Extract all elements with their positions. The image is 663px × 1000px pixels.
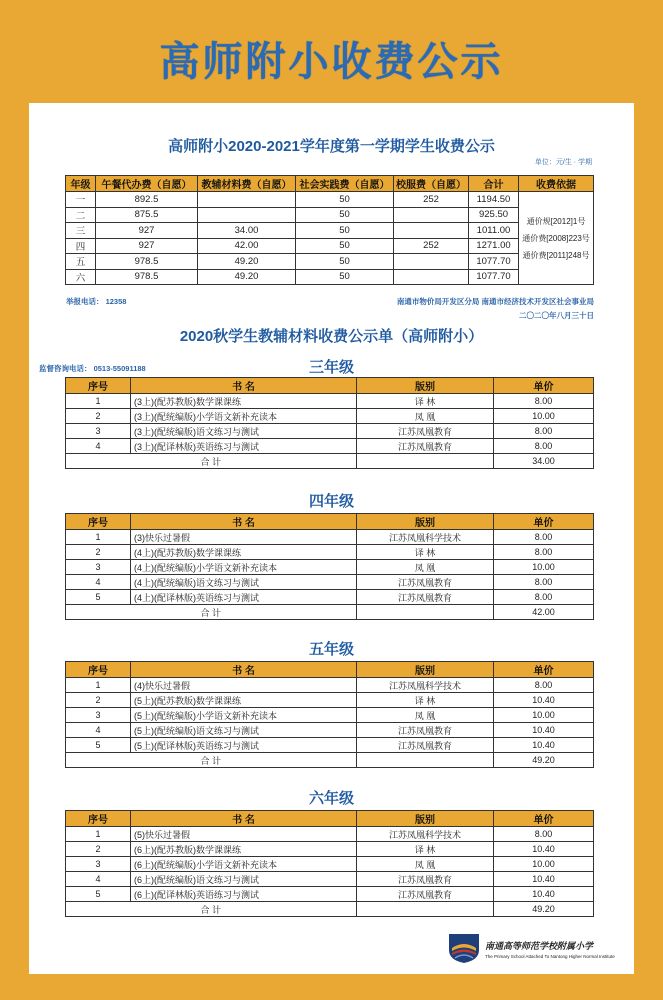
book-cell-no: 1 — [66, 827, 131, 842]
school-emblem-icon — [447, 932, 481, 964]
book-col-no: 序号 — [66, 662, 131, 678]
fee-cell-grade: 四 — [66, 238, 96, 254]
book-col-title: 书 名 — [131, 662, 357, 678]
book-cell-book: (5上)(配译林版)英语练习与测试 — [131, 738, 357, 753]
book-cell-edition: 江苏凤凰科学技术 — [357, 827, 494, 842]
book-row — [66, 439, 594, 454]
book-cell-book: (4上)(配统编版)小学语文新补充读本 — [131, 560, 357, 575]
book-cell-no: 4 — [66, 872, 131, 887]
book-total-blank — [357, 753, 494, 768]
book-cell-no: 5 — [66, 738, 131, 753]
issue-date: 二〇二〇年八月三十日 — [519, 311, 594, 320]
fee-basis-item: 通价规[2012]1号 — [526, 216, 586, 226]
fee-cell-practice: 50 — [296, 269, 394, 285]
book-total-blank — [357, 605, 494, 620]
book-cell-edition: 凤 凰 — [357, 560, 494, 575]
fee-cell-grade: 六 — [66, 269, 96, 285]
fee-cell-total: 1271.00 — [469, 238, 519, 254]
book-total-label: 合 计 — [131, 902, 357, 917]
book-total-blank — [66, 753, 131, 768]
book-total-label: 合 计 — [131, 605, 357, 620]
fee-cell-total: 1077.70 — [469, 269, 519, 285]
book-cell-no: 3 — [66, 857, 131, 872]
fee-cell-practice: 50 — [296, 192, 394, 208]
fee-cell-total: 1077.70 — [469, 254, 519, 270]
book-col-title: 书 名 — [131, 514, 357, 530]
materials-section-title: 2020秋学生教辅材料收费公示单（高师附小） — [179, 328, 484, 345]
book-table-header — [66, 811, 594, 827]
page-title: 高师附小收费公示 — [159, 40, 504, 84]
book-row — [66, 887, 594, 902]
fee-col-lunch: 午餐代办费（自愿） — [96, 176, 198, 192]
school-name-cn: 南通高等师范学校附属小学 — [485, 941, 594, 951]
fee-cell-materials — [198, 207, 296, 223]
book-row — [66, 827, 594, 842]
book-cell-edition: 江苏凤凰科学技术 — [357, 678, 494, 693]
book-table-header — [66, 514, 594, 530]
fee-cell-total: 1011.00 — [469, 223, 519, 239]
consult-phone: 监督咨询电话： 0513-55091188 — [39, 364, 146, 373]
fee-cell-practice: 50 — [296, 238, 394, 254]
fee-basis-cell — [519, 192, 594, 285]
book-cell-book: (3上)(配统编版)语文练习与测试 — [131, 424, 357, 439]
book-table — [65, 513, 594, 620]
book-cell-edition: 江苏凤凰教育 — [357, 738, 494, 753]
book-row — [66, 693, 594, 708]
book-cell-price: 10.00 — [494, 409, 594, 424]
book-row — [66, 842, 594, 857]
book-table — [65, 810, 594, 917]
book-cell-no: 5 — [66, 590, 131, 605]
fee-table-row — [66, 269, 594, 285]
book-cell-price: 10.40 — [494, 887, 594, 902]
fee-cell-materials: 49.20 — [198, 269, 296, 285]
book-cell-edition: 江苏凤凰科学技术 — [357, 530, 494, 545]
book-cell-price: 8.00 — [494, 424, 594, 439]
fee-cell-lunch: 978.5 — [96, 254, 198, 270]
fee-basis-item: 通价费[2008]223号 — [522, 233, 590, 243]
book-col-title: 书 名 — [131, 378, 357, 394]
book-col-edition: 版别 — [357, 662, 494, 678]
issuers: 南通市物价局开发区分局 南通市经济技术开发区社会事业局 — [396, 297, 594, 306]
fee-cell-lunch: 892.5 — [96, 192, 198, 208]
book-cell-price: 10.00 — [494, 708, 594, 723]
book-cell-book: (6上)(配译林版)英语练习与测试 — [131, 887, 357, 902]
book-cell-price: 8.00 — [494, 439, 594, 454]
book-table-header — [66, 662, 594, 678]
book-cell-book: (4)快乐过暑假 — [131, 678, 357, 693]
book-col-no: 序号 — [66, 514, 131, 530]
fee-col-basis: 收费依据 — [519, 176, 594, 192]
fee-cell-lunch: 927 — [96, 238, 198, 254]
book-cell-price: 10.40 — [494, 872, 594, 887]
book-cell-book: (4上)(配译林版)英语练习与测试 — [131, 590, 357, 605]
book-row — [66, 530, 594, 545]
book-cell-book: (4上)(配苏教版)数学课课练 — [131, 545, 357, 560]
book-col-title: 书 名 — [131, 811, 357, 827]
book-cell-no: 1 — [66, 394, 131, 409]
book-cell-book: (3上)(配译林版)英语练习与测试 — [131, 439, 357, 454]
grade-title: 四年级 — [308, 493, 354, 510]
book-cell-no: 2 — [66, 545, 131, 560]
book-cell-edition: 江苏凤凰教育 — [357, 590, 494, 605]
fee-table-header — [66, 176, 594, 192]
book-cell-price: 10.40 — [494, 842, 594, 857]
book-cell-price: 8.00 — [494, 545, 594, 560]
fee-basis-item: 通价费[2011]248号 — [522, 250, 590, 260]
book-total-blank — [66, 902, 131, 917]
book-total-label: 合 计 — [131, 454, 357, 469]
book-row — [66, 409, 594, 424]
book-cell-no: 4 — [66, 575, 131, 590]
book-total-row — [66, 902, 594, 917]
fee-col-total: 合计 — [469, 176, 519, 192]
book-cell-book: (3上)(配统编版)小学语文新补充读本 — [131, 409, 357, 424]
fee-cell-lunch: 875.5 — [96, 207, 198, 223]
fee-table-row — [66, 192, 594, 208]
book-row — [66, 575, 594, 590]
book-cell-book: (6上)(配统编版)小学语文新补充读本 — [131, 857, 357, 872]
book-total-blank — [66, 605, 131, 620]
grade-title: 五年级 — [308, 641, 354, 658]
book-cell-edition: 凤 凰 — [357, 409, 494, 424]
fee-col-grade: 年级 — [66, 176, 96, 192]
fee-cell-uniform — [394, 223, 469, 239]
book-cell-price: 8.00 — [494, 530, 594, 545]
book-col-price: 单价 — [494, 378, 594, 394]
book-row — [66, 708, 594, 723]
book-cell-no: 3 — [66, 560, 131, 575]
book-col-price: 单价 — [494, 662, 594, 678]
book-cell-price: 8.00 — [494, 590, 594, 605]
book-cell-book: (5)快乐过暑假 — [131, 827, 357, 842]
book-cell-price: 8.00 — [494, 678, 594, 693]
book-cell-book: (3)快乐过暑假 — [131, 530, 357, 545]
book-cell-edition: 江苏凤凰教育 — [357, 439, 494, 454]
book-row — [66, 872, 594, 887]
fee-col-practice: 社会实践费（自愿） — [296, 176, 394, 192]
book-row — [66, 723, 594, 738]
fee-cell-uniform — [394, 254, 469, 270]
book-total-blank — [66, 454, 131, 469]
book-total-row — [66, 605, 594, 620]
book-cell-no: 3 — [66, 708, 131, 723]
fee-cell-total: 925.50 — [469, 207, 519, 223]
book-cell-book: (5上)(配统编版)语文练习与测试 — [131, 723, 357, 738]
book-cell-no: 5 — [66, 887, 131, 902]
fee-table-row — [66, 238, 594, 254]
book-table-header — [66, 378, 594, 394]
book-cell-price: 10.40 — [494, 723, 594, 738]
book-cell-book: (6上)(配统编版)语文练习与测试 — [131, 872, 357, 887]
book-cell-edition: 译 林 — [357, 693, 494, 708]
book-cell-price: 10.40 — [494, 693, 594, 708]
book-total-value: 49.20 — [494, 902, 594, 917]
book-cell-price: 8.00 — [494, 827, 594, 842]
fee-cell-grade: 三 — [66, 223, 96, 239]
book-cell-price: 8.00 — [494, 575, 594, 590]
book-cell-no: 4 — [66, 439, 131, 454]
school-name-en: The Primary School Attached To Nantong Higher Normal Institute — [485, 954, 615, 959]
book-row — [66, 857, 594, 872]
notice-panel — [29, 103, 634, 974]
book-cell-no: 3 — [66, 424, 131, 439]
book-cell-edition: 译 林 — [357, 842, 494, 857]
book-total-blank — [357, 454, 494, 469]
fee-col-uniform: 校服费（自愿） — [394, 176, 469, 192]
book-cell-book: (6上)(配苏教版)数学课课练 — [131, 842, 357, 857]
hotline: 举报电话： 12358 — [66, 297, 127, 306]
book-row — [66, 590, 594, 605]
book-col-edition: 版别 — [357, 514, 494, 530]
fee-col-materials: 教辅材料费（自愿） — [198, 176, 296, 192]
book-cell-book: (3上)(配苏教版)数学课课练 — [131, 394, 357, 409]
book-cell-no: 2 — [66, 409, 131, 424]
fee-cell-materials: 49.20 — [198, 254, 296, 270]
fee-table-row — [66, 254, 594, 270]
fee-cell-uniform: 252 — [394, 238, 469, 254]
book-col-edition: 版别 — [357, 811, 494, 827]
fee-cell-materials: 34.00 — [198, 223, 296, 239]
book-cell-no: 2 — [66, 842, 131, 857]
fee-cell-lunch: 927 — [96, 223, 198, 239]
book-cell-edition: 译 林 — [357, 394, 494, 409]
book-row — [66, 678, 594, 693]
book-row — [66, 424, 594, 439]
book-col-price: 单价 — [494, 514, 594, 530]
fee-cell-uniform: 252 — [394, 192, 469, 208]
book-total-row — [66, 454, 594, 469]
book-total-blank — [357, 902, 494, 917]
book-cell-edition: 译 林 — [357, 545, 494, 560]
grade-title: 六年级 — [308, 790, 354, 807]
fee-cell-grade: 五 — [66, 254, 96, 270]
fee-table-row — [66, 223, 594, 239]
book-row — [66, 394, 594, 409]
book-total-value: 42.00 — [494, 605, 594, 620]
book-cell-book: (4上)(配统编版)语文练习与测试 — [131, 575, 357, 590]
book-total-row — [66, 753, 594, 768]
book-table — [65, 377, 594, 469]
book-cell-no: 1 — [66, 530, 131, 545]
book-total-value: 49.20 — [494, 753, 594, 768]
fee-table-row — [66, 207, 594, 223]
book-cell-edition: 江苏凤凰教育 — [357, 575, 494, 590]
book-cell-book: (5上)(配统编版)小学语文新补充读本 — [131, 708, 357, 723]
fee-cell-uniform — [394, 269, 469, 285]
book-cell-price: 10.00 — [494, 560, 594, 575]
fee-section-title: 高师附小2020-2021学年度第一学期学生收费公示 — [168, 138, 495, 155]
fee-cell-total: 1194.50 — [469, 192, 519, 208]
book-cell-edition: 江苏凤凰教育 — [357, 723, 494, 738]
book-cell-no: 4 — [66, 723, 131, 738]
book-row — [66, 560, 594, 575]
fee-table — [65, 175, 594, 285]
book-cell-book: (5上)(配苏教版)数学课课练 — [131, 693, 357, 708]
fee-cell-materials — [198, 192, 296, 208]
fee-cell-uniform — [394, 207, 469, 223]
book-col-price: 单价 — [494, 811, 594, 827]
fee-cell-practice: 50 — [296, 223, 394, 239]
fee-cell-practice: 50 — [296, 254, 394, 270]
book-cell-edition: 凤 凰 — [357, 708, 494, 723]
book-table — [65, 661, 594, 768]
book-cell-price: 10.00 — [494, 857, 594, 872]
book-cell-edition: 江苏凤凰教育 — [357, 424, 494, 439]
fee-cell-grade: 一 — [66, 192, 96, 208]
book-cell-edition: 江苏凤凰教育 — [357, 887, 494, 902]
grade-title: 三年级 — [308, 359, 354, 376]
fee-cell-lunch: 978.5 — [96, 269, 198, 285]
book-col-edition: 版别 — [357, 378, 494, 394]
book-col-no: 序号 — [66, 378, 131, 394]
fee-cell-grade: 二 — [66, 207, 96, 223]
book-total-value: 34.00 — [494, 454, 594, 469]
fee-unit-label: 单位：元/生 · 学期 — [534, 159, 592, 166]
book-cell-price: 10.40 — [494, 738, 594, 753]
fee-cell-practice: 50 — [296, 207, 394, 223]
book-cell-no: 2 — [66, 693, 131, 708]
book-cell-price: 8.00 — [494, 394, 594, 409]
book-cell-no: 1 — [66, 678, 131, 693]
book-row — [66, 545, 594, 560]
book-col-no: 序号 — [66, 811, 131, 827]
book-row — [66, 738, 594, 753]
book-cell-edition: 江苏凤凰教育 — [357, 872, 494, 887]
book-cell-edition: 凤 凰 — [357, 857, 494, 872]
fee-cell-materials: 42.00 — [198, 238, 296, 254]
book-total-label: 合 计 — [131, 753, 357, 768]
